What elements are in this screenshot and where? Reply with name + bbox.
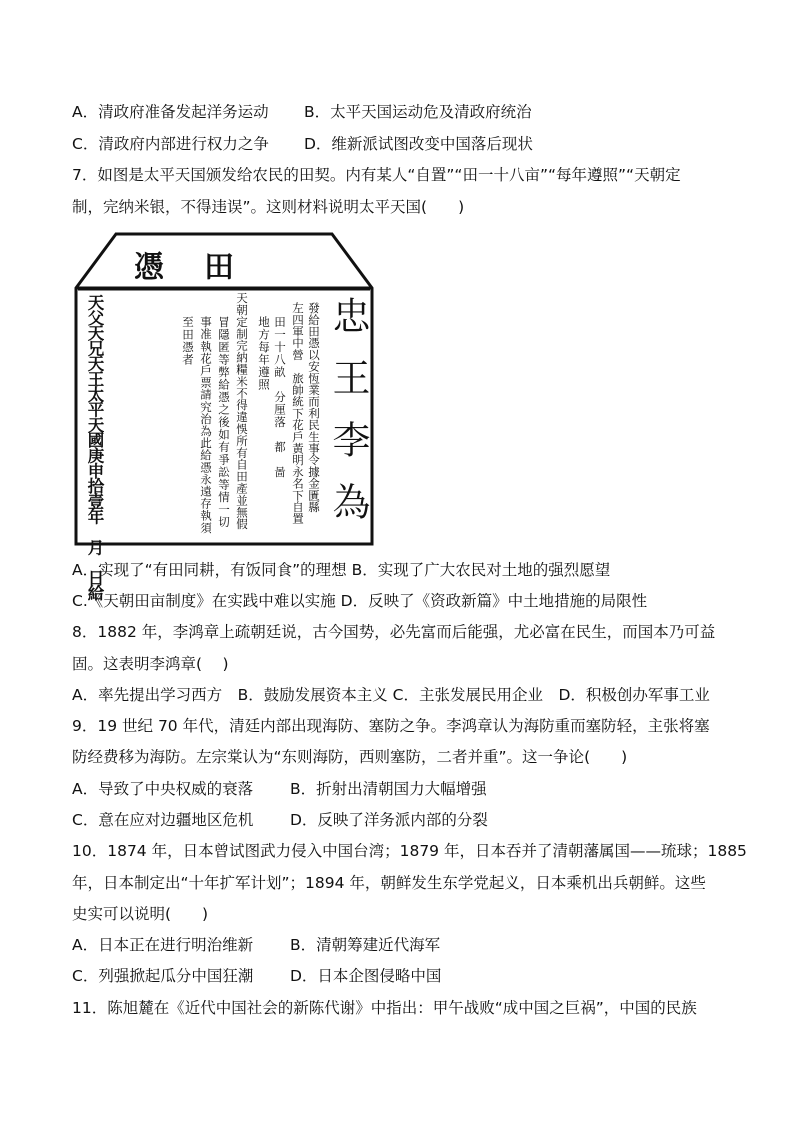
deed-date: 天父天兄天王太平天國庚申拾壹年 月 日給 [85,294,104,601]
q9-option-c: C．意在应对边疆地区危机 [72,811,254,829]
deed-header-char-1: 憑 [134,250,164,285]
deed-col-r2: 左四軍中營 旅帥統下花戶黃明永名下自置 [291,302,305,525]
q9-option-b: B．折射出清朝国力大幅增强 [290,780,487,798]
q7-options-line2: C.《天朝田亩制度》在实践中难以实施 D．反映了《资政新篇》中土地措施的局限性 [72,592,648,610]
deed-col-m3: 事准執花戶票請究治為此給憑永遠存執須 [199,316,213,534]
q10-option-d: D．日本企图侵略中国 [290,967,442,985]
q8-stem-line2: 固。这表明李鸿章( ) [72,655,229,673]
deed-col-r1: 發給田憑以安恆業而利民生事令據金匱縣 [307,302,321,513]
q11-stem-line1: 11．陈旭麓在《近代中国社会的新陈代谢》中指出：甲午战败“成中国之巨祸”，中国的民族 [72,999,697,1017]
q6-option-d: D．维新派试图改变中国落后现状 [304,135,533,153]
q10-option-b: B．清朝筹建近代海军 [290,936,441,954]
q8-options: A．率先提出学习西方 B．鼓励发展资本主义 C．主张发展民用企业 D．积极创办军事工业 [72,686,710,704]
deed-col-m4: 至田憑者 [181,316,195,366]
q7-options-line1: A．实现了“有田同耕，有饭同食”的理想 B．实现了广大农民对土地的强烈愿望 [72,561,611,579]
q9-stem-line1: 9．19 世纪 70 年代，清廷内部出现海防、塞防之争。李鸿章认为海防重而塞防轻，主张将塞 [72,717,710,735]
q10-stem-line1: 10．1874 年，日本曾试图武力侵入中国台湾；1879 年，日本吞并了清朝藩属国——琉球；1885 [72,842,747,860]
q7-stem-line2: 制，完纳米银，不得违误”。这则材料说明太平天国( ) [72,198,465,216]
q9-option-d: D．反映了洋务派内部的分裂 [290,811,488,829]
q10-option-c: C．列强掀起瓜分中国狂潮 [72,967,254,985]
deed-col-m1: 天朝定制完納糧米不得違悞所有自田產並無假 [235,292,249,530]
q6-option-b: B．太平天国运动危及清政府统治 [304,103,532,121]
q8-stem-line1: 8．1882 年，李鸿章上疏朝廷说，古今国势，必先富而后能强，尤必富在民生，而国本乃可益 [72,623,716,641]
q10-stem-line2: 年，日本制定出“十年扩军计划”；1894 年，朝鲜发生东学党起义，日本乘机出兵朝鲜。这些 [72,874,706,892]
deed-col-m2: 冒隱匿等弊給憑之後如有爭訟等情一切 [217,316,231,529]
deed-col-r3: 田一十八畝 分厘落 都 啚 [273,316,287,479]
q7-stem-line1: 7．如图是太平天国颁发给农民的田契。内有某人“自置”“田一十八亩”“每年遵照”“天朝定 [72,166,681,184]
q9-option-a: A．导致了中央权威的衰落 [72,780,254,798]
q9-stem-line2: 防经费移为海防。左宗棠认为“东则海防，西则塞防，二者并重”。这一争论( ) [72,748,628,766]
deed-issuer: 忠王李為 [326,296,370,544]
q6-option-c: C．清政府内部进行权力之争 [72,135,269,153]
q10-stem-line3: 史实可以说明( ) [72,905,209,923]
q10-option-a: A．日本正在进行明治维新 [72,936,254,954]
q6-option-a: A．清政府准备发起洋务运动 [72,103,269,121]
deed-col-r4: 地方每年遵照 [257,316,271,391]
deed-header-char-2: 田 [204,250,234,285]
